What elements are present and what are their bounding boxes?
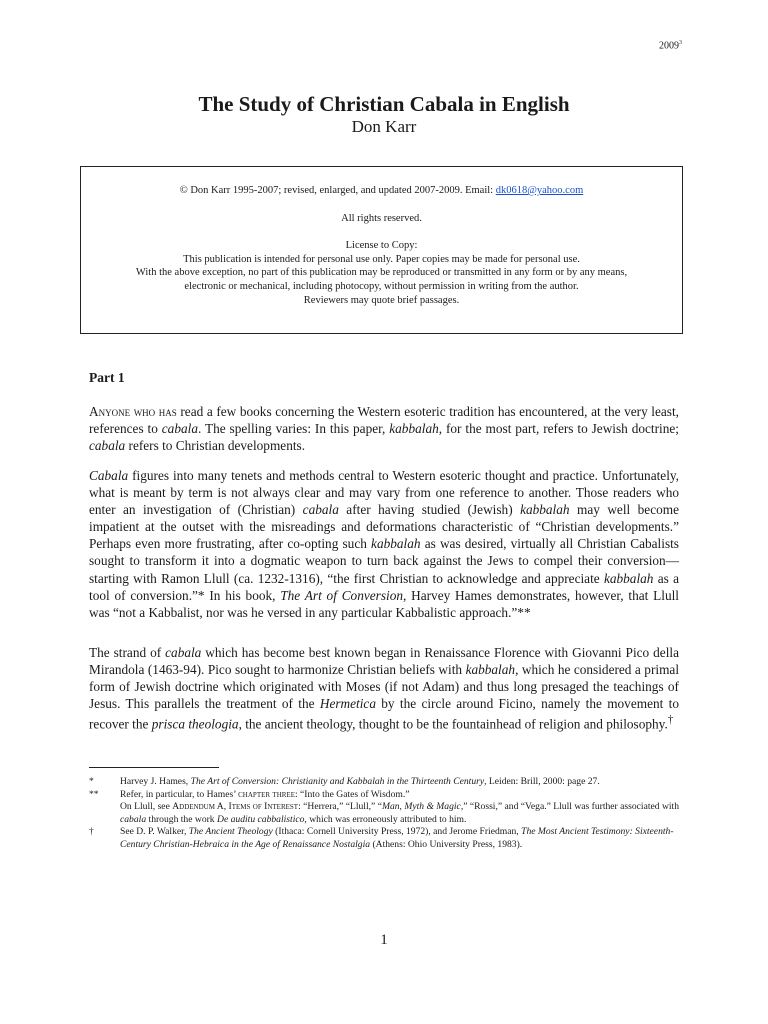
copyright-box — [80, 166, 683, 334]
license-line: Reviewers may quote brief passages. — [303, 294, 460, 306]
paragraph-2: Cabala figures into many tenets and methods central to Western esoteric thought and practice. Unfortunately, what is meant by term is not always clear and may vary from one reference to another. Those readers who enter an investigation of (Christian) cabala after having studied (Jewish) kabbalah may well become impatient at the outset with the misreadings and deformations characteristic of “Christian developments.” Perhaps even more frustrating, after co-opting such kabbalah as was desired, virtually all Christian Cabalists sought to transform it into a dogmatic weapon to turn back against the Jews to compel their conversion—starting with Ramon Llull (ca. 1232-1316), “the first Christian to acknowledge and appreciate kabbalah as a tool of conversion.”* In his book, The Art of Conversion, Harvey Hames demonstrates, however, that Llull was “not a Kabbalist, nor was he versed in any particular Kabbalistic approach.”** — [89, 468, 679, 620]
email-link[interactable]: dk0618@yahoo.com — [495, 185, 584, 196]
footnote-mark: * — [89, 776, 94, 787]
version-year: 2009 — [659, 40, 679, 52]
paragraph-1: Anyone who has read a few books concerning the Western esoteric tradition has encountered, at the very least, references to cabala. The spelling varies: In this paper, kabbalah, for the most part, refers to Jewish doctrine; cabala refers to Christian developments. — [89, 404, 679, 454]
paragraph-3: The strand of cabala which has become best known began in Renaissance Florence with Giovanni Pico della Mirandola (1463-94). Pico sought to harmonize Christian beliefs with kabbalah, which he considered a primal form of Jewish doctrine which originated with Moses (if not Adam) and thus long presaged the teachings of Jesus. This parallels the treatment of the Hermetica by the circle around Ficino, namely the movement to recover the prisca theologia, the ancient theology, thought to be the fountainhead of religion and philosophy.† — [89, 645, 680, 732]
license-line: With the above exception, no part of this publication may be reproduced or transmitted in any form or by any means, — [135, 267, 628, 279]
footnote-divider — [89, 767, 219, 768]
copyright-line — [81, 184, 682, 198]
footnote: ** Refer, in particular, to Hames’ chapter three: “Into the Gates of Wisdom.” — [89, 788, 410, 800]
footnote: * Harvey J. Hames, The Art of Conversion: Christianity and Kabbalah in the Thirteenth Century, Leiden: Brill, 2000: page 27. — [89, 776, 600, 787]
rights-text: All rights reserved. — [341, 212, 422, 224]
footnote: † See D. P. Walker, The Ancient Theology (Ithaca: Cornell University Press, 1972), and Jerome Friedman, The Most Ancient Testimony: Sixteenth-Century Christian-Hebraica in the Age of Renaissance Nostalgia (Athens: Ohio University Press, 1983). — [89, 826, 674, 850]
footnotes — [89, 776, 679, 851]
copyright-text: © Don Karr 1995-2007; revised, enlarged, and updated 2007-2009. Email: — [179, 185, 496, 196]
footnote-mark: † — [89, 826, 94, 837]
license-heading: License to Copy: — [345, 240, 418, 252]
version-superscript: 3 — [679, 40, 682, 46]
footnote-continuation: On Llull, see Addendum A, Items of Interest: “Herrera,” “Llull,” “Man, Myth & Magic,” “Rossi,” and “Vega.” Llull was further associated with cabala through the work De auditu cabbalistico, which was erroneously attributed to him. — [120, 801, 680, 825]
footnote-mark: ** — [89, 788, 99, 800]
license-line: electronic or mechanical, including photocopy, without permission in writing from the author. — [184, 280, 579, 292]
document-author: Don Karr — [351, 117, 417, 136]
part-heading: Part 1 — [89, 370, 125, 385]
footnote-ref: † — [667, 714, 674, 727]
page-number: 1 — [380, 932, 388, 948]
document-title: The Study of Christian Cabala in English — [198, 92, 570, 116]
license-line: This publication is intended for personal use only. Paper copies may be made for personal use. — [183, 253, 580, 265]
version-label — [659, 40, 682, 51]
lead-in-caps: Anyone who has — [89, 404, 177, 419]
